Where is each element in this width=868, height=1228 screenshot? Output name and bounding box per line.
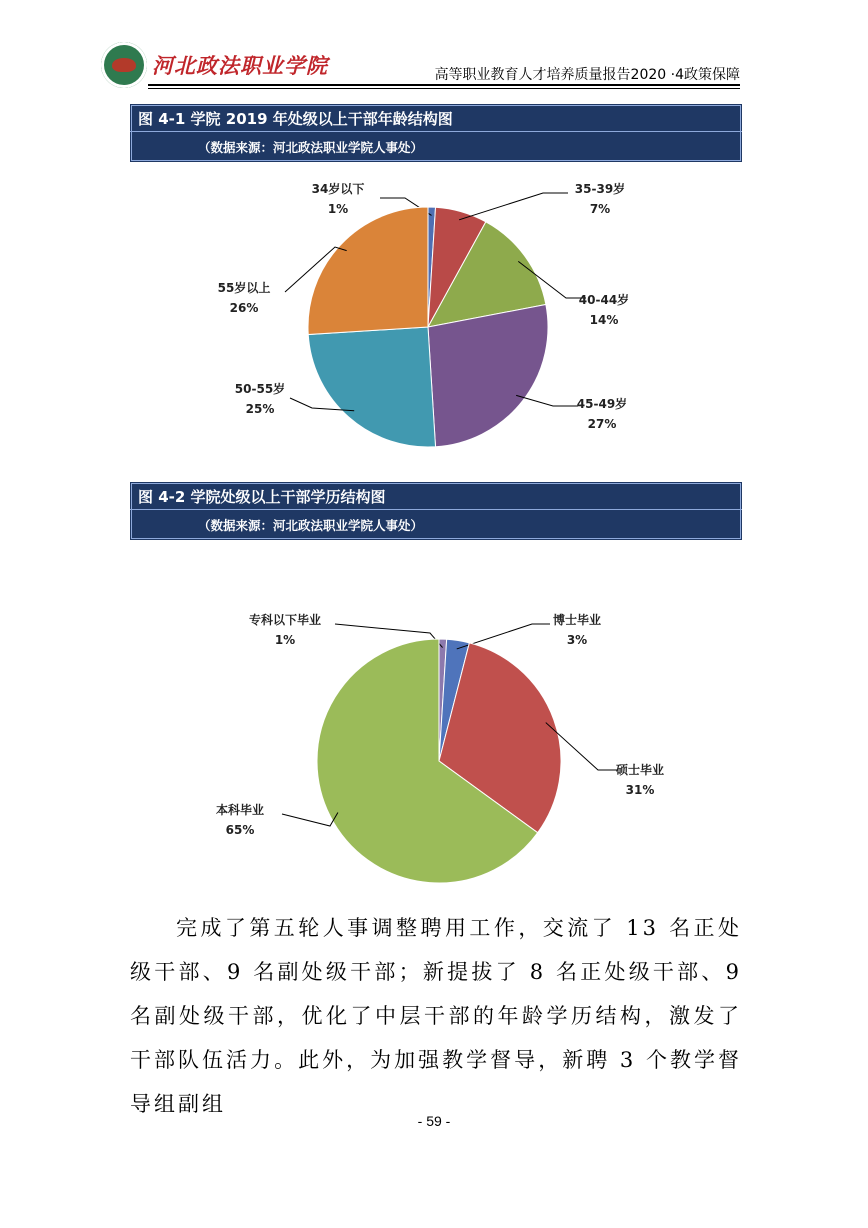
education-structure-pie-chart <box>0 600 868 900</box>
figure-4-2-caption <box>130 482 742 540</box>
slice-category-label: 博士毕业 <box>552 613 602 627</box>
slice-category-label: 55岁以上 <box>217 281 271 295</box>
college-name-logo: 河北政法职业学院 <box>152 53 328 78</box>
slice-category-label: 专科以下毕业 <box>248 613 322 627</box>
pie-slice-5 <box>308 327 435 447</box>
figure-4-1-caption <box>130 104 742 162</box>
slice-category-label: 40-44岁 <box>578 293 630 307</box>
page-header <box>0 0 868 100</box>
leader-line <box>459 193 568 220</box>
pie-slice-6 <box>308 207 428 335</box>
caption-divider <box>130 131 742 132</box>
slice-percent-label: 27% <box>587 417 617 431</box>
slice-category-label: 本科毕业 <box>215 803 265 817</box>
slice-percent-label: 1% <box>274 633 296 647</box>
slice-category-label: 50-55岁 <box>234 382 286 396</box>
page-number: - 59 - <box>417 1113 451 1129</box>
pie-slice-4 <box>428 305 548 447</box>
slice-percent-label: 1% <box>327 202 349 216</box>
slice-category-label: 硕士毕业 <box>615 763 665 777</box>
slice-percent-label: 3% <box>566 633 588 647</box>
slice-percent-label: 26% <box>229 301 259 315</box>
report-title: 高等职业教育人才培养质量报告2020 ·4政策保障 <box>434 67 740 83</box>
body-paragraph: 完成了第五轮人事调整聘用工作，交流了 13 名正处级干部、9 名副处级干部；新提拔了 8 名正处级干部、9 名副处级干部，优化了中层干部的年龄学历结构，激发了干部队伍活力。此外，为加强教学督导，新聘 3 个教学督导组副组 <box>130 916 742 1116</box>
college-seal-logo <box>101 42 147 88</box>
header-divider <box>148 84 740 89</box>
slice-percent-label: 31% <box>625 783 655 797</box>
slice-percent-label: 25% <box>245 402 275 416</box>
slice-category-label: 35-39岁 <box>574 182 626 196</box>
caption-divider <box>130 509 742 510</box>
figure-4-2-title: 图 4-2 学院处级以上干部学历结构图 <box>138 488 386 506</box>
slice-percent-label: 7% <box>589 202 611 216</box>
figure-4-1-source: （数据来源：河北政法职业学院人事处） <box>198 140 424 155</box>
age-structure-pie-chart <box>0 170 868 470</box>
slice-category-label: 45-49岁 <box>576 397 628 411</box>
figure-4-1-title: 图 4-1 学院 2019 年处级以上干部年龄结构图 <box>138 110 453 128</box>
slice-percent-label: 14% <box>589 313 619 327</box>
slice-percent-label: 65% <box>225 823 255 837</box>
slice-category-label: 34岁以下 <box>311 182 365 196</box>
figure-4-2-source: （数据来源：河北政法职业学院人事处） <box>198 518 424 533</box>
